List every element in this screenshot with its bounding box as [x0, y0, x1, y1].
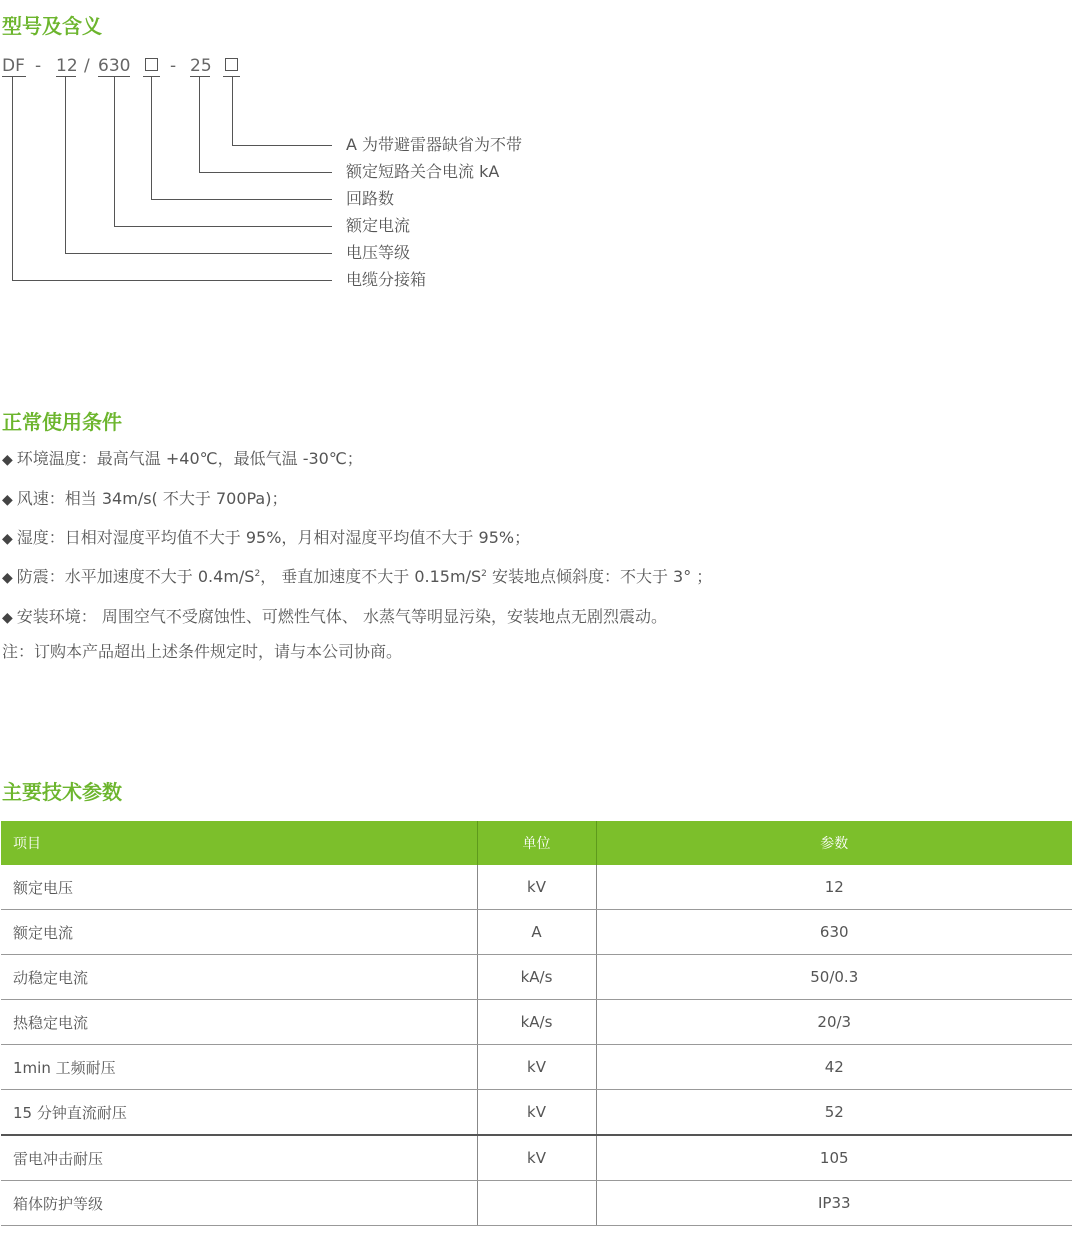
- underline-short-circuit: [190, 76, 210, 77]
- leader-h-arrester: [232, 145, 332, 146]
- bullet-diamond-icon: ◆: [2, 531, 13, 547]
- underline-prefix: [2, 76, 26, 77]
- section-title-conditions: 正常使用条件: [2, 410, 122, 434]
- leader-h-circuit: [151, 199, 332, 200]
- condition-wind: [2, 488, 287, 511]
- condition-text: 湿度：日相对湿度平均值不大于 95%，月相对湿度平均值不大于 95%；: [16, 528, 531, 547]
- leader-v-current: [114, 77, 115, 226]
- code-prefix: DF: [2, 56, 25, 76]
- superscript-2: 2: [481, 569, 487, 579]
- leader-h-prefix: [12, 280, 332, 281]
- cell-unit: [477, 1181, 596, 1226]
- desc-rated-current: 额定电流: [346, 216, 411, 235]
- code-slash: /: [84, 56, 90, 76]
- cell-unit: kV: [477, 1090, 596, 1136]
- code-short-circuit: 25: [190, 56, 212, 76]
- cell-unit: A: [477, 910, 596, 955]
- cell-unit: kV: [477, 1045, 596, 1090]
- leader-v-arrester: [232, 77, 233, 145]
- condition-seismic: [2, 566, 712, 589]
- cell-item: 额定电压: [1, 865, 477, 910]
- cell-value: 52: [596, 1090, 1072, 1136]
- desc-voltage-level: 电压等级: [346, 243, 411, 262]
- condition-text-c: 安装地点倾斜度：不大于 3° ；: [486, 567, 713, 586]
- table-row: [1, 1090, 1072, 1136]
- cell-unit: kA/s: [477, 1000, 596, 1045]
- bullet-diamond-icon: ◆: [2, 452, 13, 468]
- header-value: 参数: [596, 821, 1072, 865]
- condition-environment: [2, 606, 667, 629]
- cell-item: 15 分钟直流耐压: [1, 1090, 477, 1136]
- code-arrester-box: [225, 58, 238, 71]
- condition-humidity: [2, 527, 530, 550]
- condition-text-b: ， 垂直加速度不大于 0.15m/S: [260, 567, 482, 586]
- table-row: [1, 1045, 1072, 1090]
- table-row: [1, 865, 1072, 910]
- bullet-diamond-icon: ◆: [2, 492, 13, 508]
- cell-value: 105: [596, 1135, 1072, 1181]
- desc-circuit-count: 回路数: [346, 189, 395, 208]
- condition-temperature: [2, 448, 363, 471]
- cell-value: 42: [596, 1045, 1072, 1090]
- bullet-diamond-icon: ◆: [2, 610, 13, 626]
- section-title-model: 型号及含义: [2, 14, 102, 38]
- cell-value: IP33: [596, 1181, 1072, 1226]
- condition-text: 风速：相当 34m/s( 不大于 700Pa)；: [16, 489, 288, 508]
- header-item: 项目: [1, 821, 477, 865]
- header-unit: 单位: [477, 821, 596, 865]
- table-row: [1, 1135, 1072, 1181]
- cell-item: 1min 工频耐压: [1, 1045, 477, 1090]
- condition-text-a: 防震：水平加速度不大于 0.4m/S: [16, 567, 255, 586]
- cell-item: 箱体防护等级: [1, 1181, 477, 1226]
- cell-unit: kV: [477, 865, 596, 910]
- spec-table: [1, 821, 1072, 1226]
- cell-unit: kA/s: [477, 955, 596, 1000]
- desc-short-circuit: 额定短路关合电流 kA: [346, 162, 500, 181]
- underline-voltage: [56, 76, 76, 77]
- leader-h-current: [114, 226, 332, 227]
- leader-v-prefix: [12, 77, 13, 280]
- leader-v-voltage: [65, 77, 66, 253]
- desc-arrester: A 为带避雷器缺省为不带: [346, 135, 523, 154]
- bullet-diamond-icon: ◆: [2, 570, 13, 586]
- table-row: [1, 955, 1072, 1000]
- cell-value: 20/3: [596, 1000, 1072, 1045]
- table-row: [1, 1181, 1072, 1226]
- code-dash-1: -: [35, 56, 42, 76]
- leader-h-voltage: [65, 253, 332, 254]
- leader-h-short-circuit: [199, 172, 332, 173]
- code-voltage: 12: [56, 56, 78, 76]
- table-header-row: [1, 821, 1072, 865]
- code-circuit-box: [145, 58, 158, 71]
- table-row: [1, 910, 1072, 955]
- cell-unit: kV: [477, 1135, 596, 1181]
- cell-value: 630: [596, 910, 1072, 955]
- cell-value: 50/0.3: [596, 955, 1072, 1000]
- desc-cable-box: 电缆分接箱: [346, 270, 427, 289]
- condition-text: 环境温度：最高气温 +40℃，最低气温 -30℃；: [16, 449, 363, 468]
- section-title-params: 主要技术参数: [2, 780, 122, 804]
- code-current: 630: [98, 56, 131, 76]
- superscript-2: 2: [254, 569, 261, 579]
- code-dash-2: -: [170, 56, 177, 76]
- leader-v-circuit: [151, 77, 152, 199]
- condition-note: 注：订购本产品超出上述条件规定时，请与本公司协商。: [2, 642, 403, 661]
- cell-value: 12: [596, 865, 1072, 910]
- cell-item: 动稳定电流: [1, 955, 477, 1000]
- cell-item: 雷电冲击耐压: [1, 1135, 477, 1181]
- cell-item: 额定电流: [1, 910, 477, 955]
- cell-item: 热稳定电流: [1, 1000, 477, 1045]
- leader-v-short-circuit: [199, 77, 200, 172]
- condition-text: 安装环境： 周围空气不受腐蚀性、可燃性气体、 水蒸气等明显污染，安装地点无剧烈震动。: [16, 607, 667, 626]
- table-row: [1, 1000, 1072, 1045]
